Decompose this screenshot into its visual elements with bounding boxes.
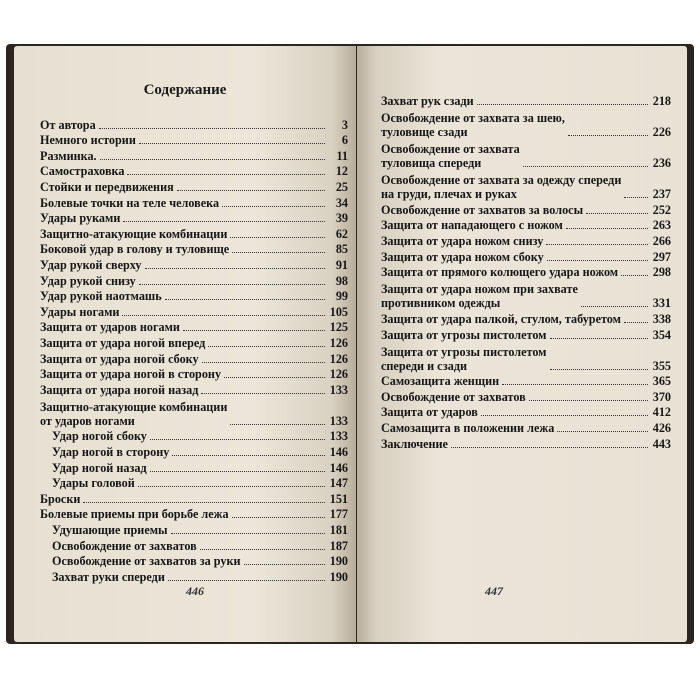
toc-entry xyxy=(40,132,348,148)
toc-entry-title: Защита от удара ножом сбоку xyxy=(381,249,544,264)
toc-entry xyxy=(40,381,348,397)
toc-entry xyxy=(40,225,348,241)
toc-entry-title: Освобождение от захватов за волосы xyxy=(381,202,584,217)
dot-leader xyxy=(566,228,648,229)
toc-entry-title: Удары ногами xyxy=(40,304,120,319)
toc-entry-title: Защита от ударов xyxy=(381,405,478,420)
toc-entry-title: Защита от угрозы пистолетом спереди и сзади xyxy=(381,344,547,373)
toc-entry xyxy=(381,108,671,139)
dot-leader xyxy=(477,104,648,105)
toc-list-right xyxy=(381,92,671,451)
toc-entry xyxy=(40,194,348,210)
toc-entry-page: 187 xyxy=(329,538,348,553)
dot-leader xyxy=(172,455,325,456)
toc-entry-page: 177 xyxy=(329,507,348,522)
toc-entry-page: 6 xyxy=(341,133,348,148)
toc-entry-page: 338 xyxy=(652,311,671,326)
toc-entry-title: Защита от нападающего с ножом xyxy=(381,218,563,233)
dot-leader xyxy=(550,338,649,339)
toc-entry-page: 146 xyxy=(329,445,348,460)
toc-entry-page: 297 xyxy=(652,249,671,264)
toc-entry-page: 91 xyxy=(335,257,348,272)
toc-entry-page: 34 xyxy=(335,195,348,210)
toc-entry-page: 190 xyxy=(329,554,348,569)
left-page xyxy=(14,46,356,642)
dot-leader xyxy=(550,369,649,370)
toc-entry xyxy=(40,163,348,179)
toc-entry-title: Самозащита женщин xyxy=(381,374,500,389)
toc-entry-page: 236 xyxy=(652,155,671,170)
dot-leader xyxy=(624,197,648,198)
toc-entry-page: 85 xyxy=(335,242,348,257)
toc-entry-page: 147 xyxy=(329,476,348,491)
toc-entry-title: Удар ногой сбоку xyxy=(52,429,147,444)
toc-entry xyxy=(40,475,348,491)
dot-leader xyxy=(230,237,325,238)
toc-entry-title: Защита от прямого колющего удара ножом xyxy=(381,265,619,280)
toc-entry-page: 125 xyxy=(329,320,348,335)
dot-leader xyxy=(624,322,648,323)
toc-entry-title: Удар ногой в сторону xyxy=(52,445,170,460)
dot-leader xyxy=(208,346,325,347)
dot-leader xyxy=(200,549,325,550)
toc-entry xyxy=(381,92,671,108)
toc-entry-page: 12 xyxy=(335,164,348,179)
toc-entry-title: Защита от удара ногой сбоку xyxy=(40,351,199,366)
dot-leader xyxy=(529,400,648,401)
toc-entry-title: Разминка. xyxy=(40,148,97,163)
toc-entry xyxy=(40,537,348,553)
toc-entry-page: 133 xyxy=(329,413,348,428)
toc-entry xyxy=(40,521,348,537)
toc-entry-page: 146 xyxy=(329,460,348,475)
toc-entry xyxy=(40,568,348,584)
toc-entry-title: От автора xyxy=(40,117,96,132)
toc-entry-page: 331 xyxy=(652,296,671,311)
dot-leader xyxy=(145,268,326,269)
dot-leader xyxy=(201,393,325,394)
toc-entry-title: Удар рукой снизу xyxy=(40,273,136,288)
toc-entry xyxy=(40,334,348,350)
toc-entry xyxy=(381,217,671,233)
toc-entry-title: Защита от удара ногой вперед xyxy=(40,335,206,350)
toc-entry-page: 426 xyxy=(652,421,671,436)
dot-leader xyxy=(171,533,325,534)
toc-entry-page: 365 xyxy=(652,374,671,389)
toc-title: Содержание xyxy=(143,82,227,98)
toc-entry-title: Защита от удара палкой, стулом, табуретом xyxy=(381,311,621,326)
toc-entry-title: Захват руки спереди xyxy=(52,569,165,584)
toc-entry-title: Защита от угрозы пистолетом xyxy=(381,327,547,342)
dot-leader xyxy=(177,190,325,191)
toc-entry xyxy=(40,210,348,226)
toc-entry-title: Удушающие приемы xyxy=(52,523,168,538)
toc-entry-page: 133 xyxy=(329,382,348,397)
toc-entry-page: 126 xyxy=(329,351,348,366)
toc-entry-title: Болевые точки на теле человека xyxy=(40,195,220,210)
dot-leader xyxy=(123,221,325,222)
toc-entry xyxy=(381,232,671,248)
dot-leader xyxy=(244,564,325,565)
dot-leader xyxy=(83,502,325,503)
toc-entry-title: Удар рукой сверху xyxy=(40,257,142,272)
dot-leader xyxy=(523,166,648,167)
dot-leader xyxy=(232,252,325,253)
toc-entry xyxy=(381,435,671,451)
toc-entry-title: Немного истории xyxy=(40,133,136,148)
dot-leader xyxy=(224,377,325,378)
toc-entry xyxy=(381,419,671,435)
toc-entry-page: 133 xyxy=(329,429,348,444)
toc-entry xyxy=(40,256,348,272)
toc-entry xyxy=(40,443,348,459)
dot-leader xyxy=(150,471,325,472)
toc-entry xyxy=(40,490,348,506)
dot-leader xyxy=(230,424,325,425)
toc-entry-title: Боковой удар в голову и туловище xyxy=(40,242,230,257)
toc-entry-page: 126 xyxy=(329,367,348,382)
dot-leader xyxy=(168,580,325,581)
dot-leader xyxy=(451,447,648,448)
dot-leader xyxy=(557,431,648,432)
toc-entry-page: 237 xyxy=(652,187,671,202)
toc-entry xyxy=(381,139,671,170)
toc-entry xyxy=(40,303,348,319)
toc-entry-page: 298 xyxy=(652,265,671,280)
toc-entry-title: Болевые приемы при борьбе лежа xyxy=(40,507,229,522)
dot-leader xyxy=(586,213,648,214)
dot-leader xyxy=(502,384,648,385)
toc-entry xyxy=(40,319,348,335)
dot-leader xyxy=(568,135,648,136)
toc-entry-title: Защита от удара ножом снизу xyxy=(381,233,544,248)
toc-entry-page: 39 xyxy=(335,211,348,226)
dot-leader xyxy=(183,330,325,331)
toc-entry-page: 263 xyxy=(652,218,671,233)
toc-entry-page: 355 xyxy=(652,358,671,373)
dot-leader xyxy=(232,517,325,518)
right-page xyxy=(357,46,687,642)
dot-leader xyxy=(100,159,325,160)
toc-entry-page: 151 xyxy=(329,491,348,506)
toc-entry-title: Защита от удара ногой назад xyxy=(40,382,199,397)
toc-entry-title: Освобождение от захватов за руки xyxy=(52,554,241,569)
toc-entry-page: 105 xyxy=(329,304,348,319)
dot-leader xyxy=(122,315,325,316)
toc-entry xyxy=(381,326,671,342)
toc-entry-title: Заключение xyxy=(381,436,448,451)
toc-entry-title: Освобождение от захватов xyxy=(381,389,526,404)
toc-entry xyxy=(381,373,671,389)
dot-leader xyxy=(547,260,648,261)
toc-entry-page: 412 xyxy=(652,405,671,420)
toc-entry-page: 99 xyxy=(335,289,348,304)
toc-entry-title: Освобождение от захвата туловища спереди xyxy=(381,141,520,170)
toc-entry xyxy=(40,288,348,304)
dot-leader xyxy=(546,244,648,245)
toc-entry-page: 25 xyxy=(335,179,348,194)
toc-entry xyxy=(40,366,348,382)
toc-entry xyxy=(381,264,671,280)
toc-entry-page: 443 xyxy=(652,436,671,451)
toc-entry xyxy=(40,147,348,163)
toc-entry xyxy=(381,342,671,373)
toc-entry-title: Освобождение от захвата за одежду спереди на груди, плечах и руках xyxy=(381,173,622,202)
toc-entry-title: Броски xyxy=(40,491,81,506)
toc-entry xyxy=(40,459,348,475)
toc-entry xyxy=(40,241,348,257)
toc-entry-page: 3 xyxy=(341,117,348,132)
toc-entry xyxy=(381,170,671,201)
dot-leader xyxy=(139,143,325,144)
toc-entry-page: 226 xyxy=(652,124,671,139)
toc-entry xyxy=(40,506,348,522)
dot-leader xyxy=(138,486,325,487)
dot-leader xyxy=(150,439,325,440)
toc-entry-title: Удар рукой наотмашь xyxy=(40,289,162,304)
toc-entry xyxy=(40,178,348,194)
toc-list-left xyxy=(40,116,348,584)
toc-entry-page: 252 xyxy=(652,202,671,217)
toc-entry-page: 62 xyxy=(335,226,348,241)
toc-entry-title: Защитно-атакующие комбинации xyxy=(40,226,228,241)
toc-entry xyxy=(40,428,348,444)
toc-entry xyxy=(40,116,348,132)
toc-entry xyxy=(40,350,348,366)
toc-entry-title: Защита от удара ногой в сторону xyxy=(40,367,222,382)
toc-entry-page: 98 xyxy=(335,273,348,288)
toc-entry xyxy=(381,404,671,420)
toc-entry-title: Удары руками xyxy=(40,211,121,226)
page-number-right: 447 xyxy=(485,584,503,598)
dot-leader xyxy=(139,284,325,285)
toc-entry xyxy=(381,388,671,404)
toc-entry xyxy=(381,310,671,326)
toc-entry xyxy=(381,248,671,264)
toc-entry-title: Самостраховка xyxy=(40,164,125,179)
toc-entry-title: Стойки и передвижения xyxy=(40,179,174,194)
toc-entry-title: Удары головой xyxy=(52,476,135,491)
toc-entry-title: Защита от удара ножом при захвате противником одежды xyxy=(381,282,578,311)
toc-entry xyxy=(381,279,671,310)
toc-entry-title: Захват рук сзади xyxy=(381,93,474,108)
dot-leader xyxy=(222,206,325,207)
toc-entry xyxy=(40,553,348,569)
toc-entry-title: Освобождение от захватов xyxy=(52,538,197,553)
toc-entry-title: Самозащита в положении лежа xyxy=(381,421,555,436)
toc-entry-title: Освобождение от захвата за шею, туловище сзади xyxy=(381,110,565,139)
dot-leader xyxy=(621,275,648,276)
toc-entry-page: 190 xyxy=(329,569,348,584)
toc-entry xyxy=(40,272,348,288)
toc-entry-page: 11 xyxy=(336,148,348,163)
toc-entry-title: Защита от ударов ногами xyxy=(40,320,180,335)
toc-entry-title: Удар ногой назад xyxy=(52,460,147,475)
toc-entry xyxy=(381,201,671,217)
toc-entry-page: 218 xyxy=(652,93,671,108)
toc-entry-page: 354 xyxy=(652,327,671,342)
dot-leader xyxy=(99,128,325,129)
dot-leader xyxy=(127,174,325,175)
dot-leader xyxy=(165,299,325,300)
dot-leader xyxy=(581,306,648,307)
toc-entry-page: 126 xyxy=(329,335,348,350)
dot-leader xyxy=(481,415,648,416)
dot-leader xyxy=(202,362,325,363)
toc-entry-page: 370 xyxy=(652,389,671,404)
page-number-left: 446 xyxy=(186,584,204,598)
toc-entry-title: Защитно-атакующие комбинации от ударов ногами xyxy=(40,399,228,428)
toc-entry-page: 181 xyxy=(329,523,348,538)
toc-entry xyxy=(40,397,348,428)
toc-entry-page: 266 xyxy=(652,233,671,248)
